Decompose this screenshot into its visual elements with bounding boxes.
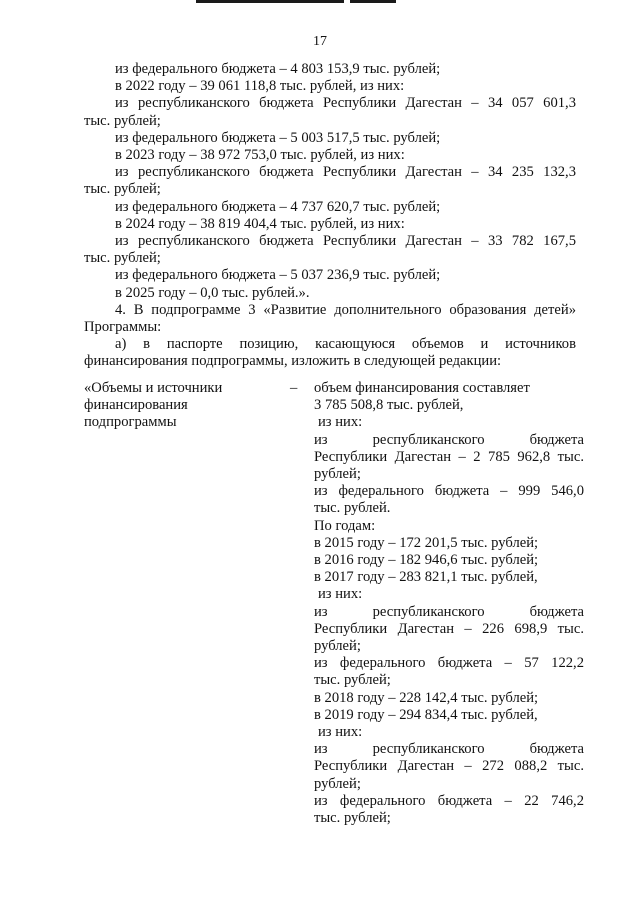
- passport-line: тыс. рублей;: [314, 810, 391, 827]
- passport-line: из них:: [318, 724, 363, 741]
- paragraph-line: Программы:: [84, 319, 162, 336]
- passport-line: из федерального бюджета – 57 122,2: [314, 655, 584, 672]
- passport-line: в 2019 году – 294 834,4 тыс. рублей,: [314, 706, 538, 723]
- page-number: 17: [313, 34, 327, 49]
- passport-line: Республики Дагестан – 226 698,9 тыс.: [314, 620, 584, 637]
- passport-line: из федерального бюджета – 22 746,2: [314, 792, 584, 809]
- paragraph-line: из республиканского бюджета Республики Дагестан – 34 057 601,3: [115, 95, 576, 112]
- paragraph-line: 4. В подпрограмме 3 «Развитие дополнительного образования детей»: [115, 301, 576, 318]
- paragraph-line: из республиканского бюджета Республики Дагестан – 33 782 167,5: [115, 233, 576, 250]
- passport-line: объем финансирования составляет: [314, 380, 530, 396]
- passport-line: тыс. рублей;: [314, 672, 391, 689]
- paragraph-line: в 2025 году – 0,0 тыс. рублей.».: [115, 284, 310, 301]
- paragraph-line: в 2023 году – 38 972 753,0 тыс. рублей, из них:: [115, 147, 405, 164]
- paragraph-line: тыс. рублей;: [84, 250, 161, 267]
- passport-line: из республиканского бюджета: [314, 741, 584, 758]
- passport-line: рублей;: [314, 466, 361, 483]
- paragraph-line: в 2024 году – 38 819 404,4 тыс. рублей, из них:: [115, 215, 405, 232]
- paragraph-line: из федерального бюджета – 4 803 153,9 тыс. рублей;: [115, 61, 441, 77]
- passport-line: Республики Дагестан – 272 088,2 тыс.: [314, 758, 584, 775]
- document-body: [84, 61, 576, 371]
- paragraph-line: тыс. рублей;: [84, 181, 161, 198]
- passport-line: 3 785 508,8 тыс. рублей,: [314, 397, 464, 414]
- passport-dash: –: [290, 380, 298, 396]
- scan-edge-mark: [196, 0, 344, 3]
- passport-line: из них:: [318, 414, 363, 431]
- paragraph-line: финансирования подпрограммы, изложить в следующей редакции:: [84, 353, 502, 370]
- paragraph-line: из федерального бюджета – 5 037 236,9 тыс. рублей;: [115, 267, 441, 284]
- paragraph-line: из федерального бюджета – 4 737 620,7 тыс. рублей;: [115, 198, 441, 215]
- passport-line: тыс. рублей.: [314, 500, 391, 517]
- paragraph-line: тыс. рублей;: [84, 112, 161, 129]
- passport-line: в 2017 году – 283 821,1 тыс. рублей,: [314, 569, 538, 586]
- passport-line: из федерального бюджета – 999 546,0: [314, 483, 584, 500]
- passport-line: из них:: [318, 586, 363, 603]
- passport-content: [314, 380, 584, 827]
- passport-line: рублей;: [314, 775, 361, 792]
- passport-label: «Объемы и источники финансирования подпрограммы: [84, 380, 223, 431]
- paragraph-line: в 2022 году – 39 061 118,8 тыс. рублей, из них:: [115, 78, 405, 95]
- paragraph-line: из федерального бюджета – 5 003 517,5 тыс. рублей;: [115, 129, 441, 146]
- paragraph-line: из республиканского бюджета Республики Дагестан – 34 235 132,3: [115, 164, 576, 181]
- passport-line: По годам:: [314, 517, 376, 534]
- passport-line: в 2016 году – 182 946,6 тыс. рублей;: [314, 552, 539, 569]
- passport-line: рублей;: [314, 638, 361, 655]
- scan-edge-mark: [350, 0, 396, 3]
- passport-line: Республики Дагестан – 2 785 962,8 тыс.: [314, 448, 584, 465]
- passport-line: в 2015 году – 172 201,5 тыс. рублей;: [314, 534, 539, 551]
- passport-line: в 2018 году – 228 142,4 тыс. рублей;: [314, 689, 539, 706]
- passport-line: из республиканского бюджета: [314, 603, 584, 620]
- paragraph-line: а) в паспорте позицию, касающуюся объемов и источников: [115, 336, 576, 353]
- passport-line: из республиканского бюджета: [314, 431, 584, 448]
